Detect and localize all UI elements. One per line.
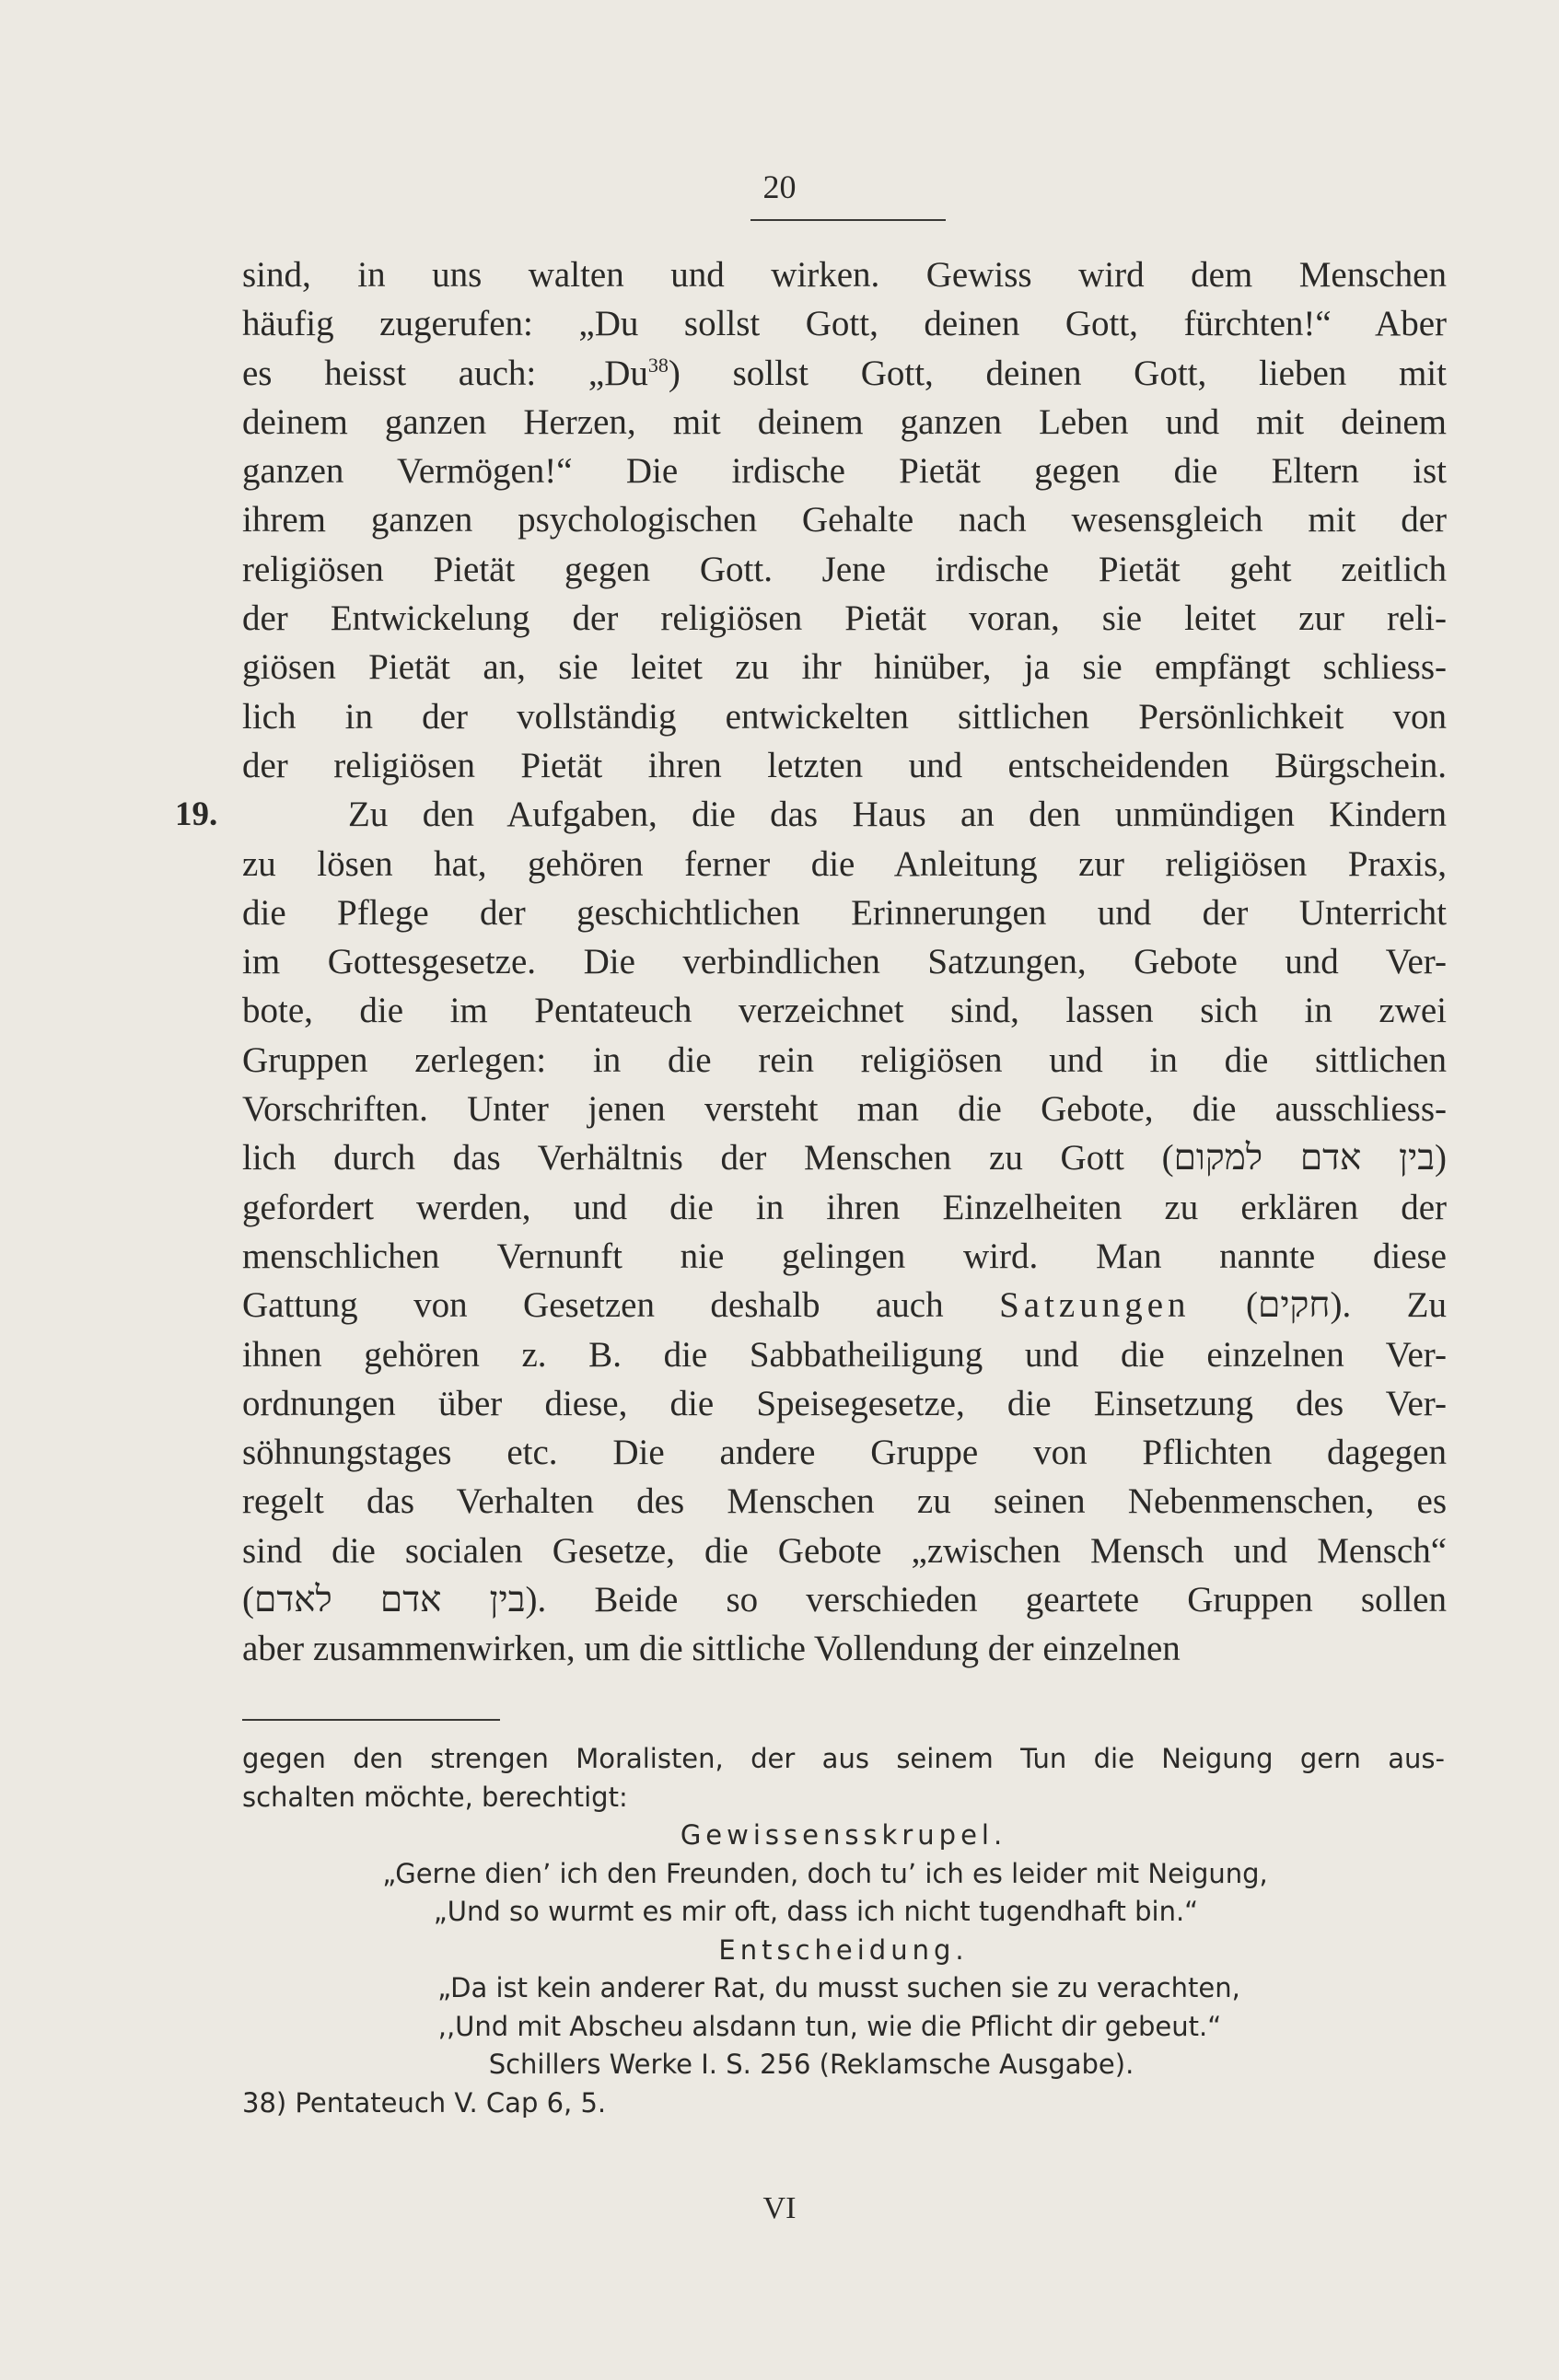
footnote-line: schalten möchte, berechtigt: — [242, 1781, 628, 1813]
text-line: sind die socialen Gesetze, die Gebote „zwischen Mensch und Mensch“ — [242, 1530, 1447, 1571]
text-line: die Pflege der geschichtlichen Erinnerungen und der Unterricht — [242, 892, 1447, 933]
emphasized-term: Satzungen — [999, 1285, 1191, 1326]
text-fragment: Zu den Aufgaben, die das Haus an den unmündigen Kindern — [348, 795, 1447, 835]
text-line: menschlichen Vernunft nie gelingen wird. Man nannte diese — [242, 1236, 1447, 1276]
footnote-38: 38) Pentateuch V. Cap 6, 5. — [242, 2086, 607, 2119]
text-line: ganzen Vermögen!“ Die irdische Pietät gegen die Eltern ist — [242, 451, 1447, 492]
text-line: ihrem ganzen psychologischen Gehalte nach wesensgleich mit der — [242, 500, 1447, 540]
text-fragment: es heisst auch: „Du — [242, 353, 648, 393]
poem-line: „Gerne dien’ ich den Freunden, doch tu’ ich es leider mit Neigung, — [382, 1857, 1268, 1889]
text-fragment: ) sollst Gott, deinen Gott, lieben mit — [668, 353, 1447, 393]
hebrew-term: בין אדם לאדם — [254, 1580, 526, 1620]
poem-line: ,,Und mit Abscheu alsdann tun, wie die Pflicht dir gebeut.“ — [437, 2010, 1222, 2042]
page-number: 20 — [762, 168, 797, 205]
text-line: ihnen gehören z. B. die Sabbatheiligung und die einzelnen Ver- — [242, 1334, 1447, 1375]
text-line: der religiösen Pietät ihren letzten und entscheidenden Bürgschein. — [242, 745, 1447, 785]
footnotes — [242, 1740, 1445, 2122]
poem-line: „Und so wurmt es mir oft, dass ich nicht tugendhaft bin.“ — [433, 1896, 1199, 1927]
text-line: der Entwickelung der religiösen Pietät voran, sie leitet zur reli- — [242, 598, 1447, 639]
text-line: regelt das Verhalten des Menschen zu seinen Nebenmenschen, es — [242, 1481, 1447, 1522]
poem-heading: Entscheidung. — [718, 1933, 969, 1966]
text-line: bote, die im Pentateuch verzeichnet sind, lassen sich in zwei — [242, 991, 1447, 1031]
text-line: aber zusammenwirken, um die sittliche Vollendung der einzelnen — [242, 1629, 1181, 1669]
text-line: gefordert werden, und die in ihren Einzelheiten zu erklären der — [242, 1187, 1447, 1227]
text-line — [242, 349, 1447, 398]
text-fragment: lich durch das Verhältnis der Menschen zu Gott ( — [242, 1138, 1174, 1178]
footnote-ref-38: 38 — [647, 353, 669, 377]
text-line: sind, in uns walten und wirken. Gewiss wird dem Menschen — [242, 255, 1447, 295]
text-line: häufig zugerufen: „Du sollst Gott, deinen Gott, fürchten!“ Aber — [242, 304, 1447, 344]
poem-heading: Gewissensskrupel. — [680, 1819, 1007, 1851]
text-fragment: Gattung von Gesetzen deshalb auch — [242, 1285, 944, 1326]
text-line: im Gottesgesetze. Die verbindlichen Satzungen, Gebote und Ver- — [242, 942, 1447, 982]
footnote-rule — [242, 1719, 500, 1721]
page-number-rule — [750, 219, 946, 221]
text-line: giösen Pietät an, sie leitet zu ihr hinüber, ja sie empfängt schliess- — [242, 647, 1447, 688]
citation: Schillers Werke I. S. 256 (Reklamsche Ausgabe). — [488, 2049, 1134, 2080]
hebrew-term: בין אדם למקום — [1173, 1138, 1435, 1178]
text-line: Gruppen zerlegen: in die rein religiösen und in die sittlichen — [242, 1039, 1447, 1080]
footnote-line: gegen den strengen Moralisten, der aus seinem Tun die Neigung gern aus- — [242, 1743, 1445, 1774]
text-line — [242, 1281, 1447, 1329]
text-line: religiösen Pietät gegen Gott. Jene irdische Pietät geht zeitlich — [242, 549, 1447, 589]
text-line: ordnungen über diese, die Speisegesetze, die Einsetzung des Ver- — [242, 1383, 1447, 1423]
text-line — [242, 1575, 1447, 1624]
text-line: Vorschriften. Unter jenen versteht man die Gebote, die ausschliess- — [242, 1089, 1447, 1130]
text-fragment: ). Beide so verschieden geartete Gruppen sollen — [525, 1580, 1447, 1620]
section-number: 19. — [175, 795, 218, 834]
signature-mark: VI — [762, 2191, 797, 2225]
text-fragment: ( — [242, 1580, 254, 1620]
poem-line: „Da ist kein anderer Rat, du musst suchen sie zu verachten, — [437, 1972, 1240, 2003]
main-text — [175, 250, 1448, 1674]
text-line — [242, 1133, 1447, 1182]
text-fragment: ). Zu — [1330, 1285, 1448, 1326]
text-fragment: ( — [1245, 1285, 1258, 1326]
text-line: lich in der vollständig entwickelten sittlichen Persönlichkeit von — [242, 696, 1447, 737]
text-line: söhnungstages etc. Die andere Gruppe von Pflichten dagegen — [242, 1433, 1447, 1473]
hebrew-term: חקים — [1257, 1285, 1331, 1326]
text-line — [175, 790, 1447, 839]
text-fragment: ) — [1434, 1138, 1447, 1178]
text-line: zu lösen hat, gehören ferner die Anleitung zur religiösen Praxis, — [242, 843, 1447, 884]
text-line: deinem ganzen Herzen, mit deinem ganzen Leben und mit deinem — [242, 401, 1447, 442]
